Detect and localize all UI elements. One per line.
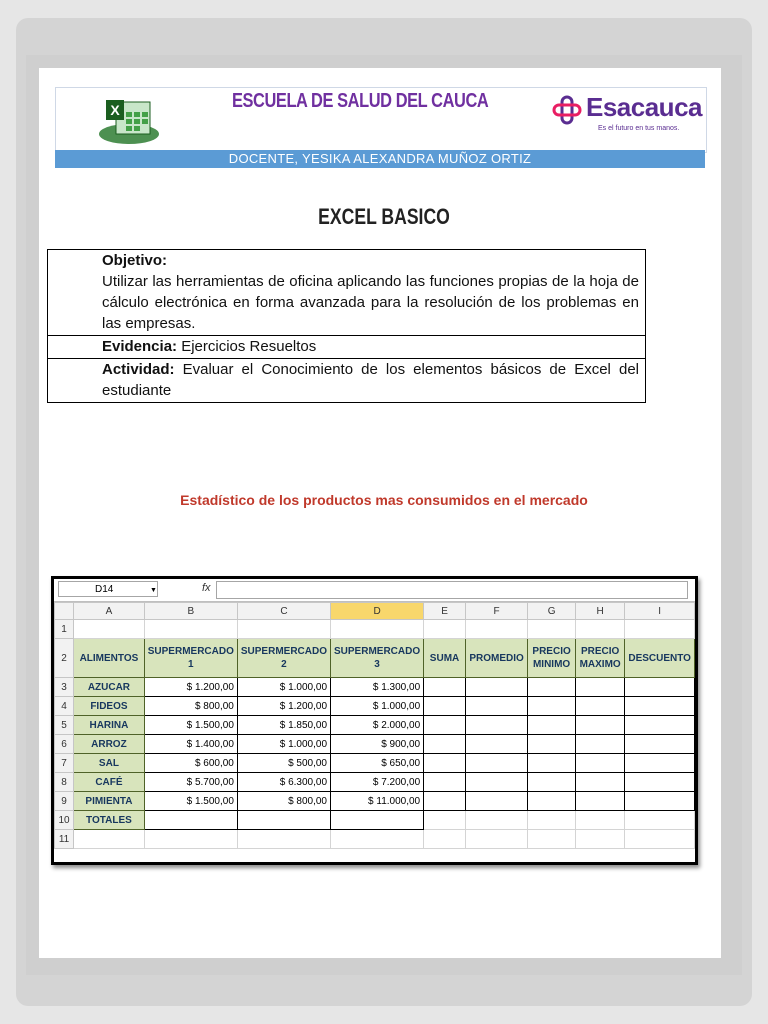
school-name: ESCUELA DE SALUD DEL CAUCA — [232, 90, 489, 112]
column-header-g[interactable]: G — [528, 603, 576, 620]
esacauca-logo-icon — [552, 95, 582, 125]
column-header-i[interactable]: I — [625, 603, 695, 620]
cell[interactable] — [74, 620, 145, 639]
name-box: D14 — [58, 581, 158, 597]
empty-cell[interactable] — [625, 773, 695, 792]
fx-icon: fx — [202, 582, 211, 594]
empty-cell[interactable] — [465, 792, 527, 811]
cell[interactable] — [625, 620, 695, 639]
sheet-row-1 — [55, 620, 695, 639]
empty-cell[interactable] — [625, 716, 695, 735]
cell[interactable] — [575, 811, 624, 830]
price-cell[interactable]: $ 1.850,00 — [237, 716, 330, 735]
empty-cell[interactable] — [465, 735, 527, 754]
evidence-text: Ejercicios Resueltos — [177, 338, 317, 355]
empty-cell[interactable] — [575, 678, 624, 697]
price-cell[interactable]: $ 5.700,00 — [144, 773, 237, 792]
header-cell[interactable]: PRECIO MINIMO — [528, 639, 576, 678]
evidence-row — [48, 336, 645, 359]
food-cell[interactable]: ARROZ — [74, 735, 145, 754]
sheet-row-7 — [55, 754, 695, 773]
price-cell[interactable]: $ 7.200,00 — [331, 773, 424, 792]
sheet-row-8 — [55, 773, 695, 792]
row-header[interactable]: 4 — [55, 697, 74, 716]
cell[interactable] — [424, 830, 466, 849]
empty-cell[interactable] — [575, 773, 624, 792]
sheet-row-11 — [55, 830, 695, 849]
column-header-h[interactable]: H — [575, 603, 624, 620]
price-cell[interactable]: $ 1.000,00 — [237, 735, 330, 754]
row-header[interactable]: 1 — [55, 620, 74, 639]
empty-cell[interactable] — [424, 735, 466, 754]
cell[interactable] — [625, 811, 695, 830]
document-title: EXCEL BASICO — [318, 204, 450, 229]
column-header-a[interactable]: A — [74, 603, 145, 620]
price-cell[interactable]: $ 1.000,00 — [331, 697, 424, 716]
cell[interactable] — [74, 830, 145, 849]
spreadsheet-screenshot — [51, 576, 698, 865]
dropdown-arrow-icon: ▼ — [150, 587, 157, 594]
row-header[interactable]: 2 — [55, 639, 74, 678]
empty-cell[interactable] — [331, 811, 424, 830]
objective-row — [48, 250, 645, 336]
cell[interactable] — [528, 811, 576, 830]
header-cell[interactable]: SUPERMERCADO 1 — [144, 639, 237, 678]
food-cell[interactable]: AZUCAR — [74, 678, 145, 697]
esacauca-tagline: Es el futuro en tus manos. — [598, 125, 680, 132]
empty-cell[interactable] — [575, 716, 624, 735]
cell[interactable] — [575, 620, 624, 639]
objective-table — [47, 249, 646, 403]
empty-cell[interactable] — [528, 773, 576, 792]
price-cell[interactable]: $ 500,00 — [237, 754, 330, 773]
sheet-row-6 — [55, 735, 695, 754]
food-cell[interactable]: HARINA — [74, 716, 145, 735]
empty-cell[interactable] — [465, 716, 527, 735]
empty-cell[interactable] — [625, 697, 695, 716]
cell[interactable] — [625, 830, 695, 849]
empty-cell[interactable] — [528, 697, 576, 716]
empty-cell[interactable] — [424, 678, 466, 697]
cell[interactable] — [465, 830, 527, 849]
excel-logo-icon — [96, 98, 162, 148]
cell[interactable] — [331, 620, 424, 639]
empty-cell[interactable] — [424, 754, 466, 773]
sheet-row-4 — [55, 697, 695, 716]
row-header[interactable]: 5 — [55, 716, 74, 735]
column-header-f[interactable]: F — [465, 603, 527, 620]
empty-cell[interactable] — [528, 678, 576, 697]
row-header[interactable]: 11 — [55, 830, 74, 849]
empty-cell[interactable] — [625, 678, 695, 697]
objective-label: Objetivo: — [102, 252, 168, 269]
price-cell[interactable]: $ 800,00 — [237, 792, 330, 811]
cell[interactable] — [237, 830, 330, 849]
cell[interactable] — [575, 830, 624, 849]
price-cell[interactable]: $ 1.000,00 — [237, 678, 330, 697]
cell[interactable] — [465, 620, 527, 639]
row-header[interactable]: 8 — [55, 773, 74, 792]
cell[interactable] — [528, 620, 576, 639]
price-cell[interactable]: $ 800,00 — [144, 697, 237, 716]
row-header[interactable]: 10 — [55, 811, 74, 830]
food-cell[interactable]: FIDEOS — [74, 697, 145, 716]
empty-cell[interactable] — [424, 773, 466, 792]
price-cell[interactable]: $ 1.200,00 — [237, 697, 330, 716]
activity-row — [48, 359, 645, 402]
select-all-corner[interactable] — [55, 603, 74, 620]
header-cell[interactable]: PROMEDIO — [465, 639, 527, 678]
cell[interactable] — [237, 620, 330, 639]
empty-cell[interactable] — [424, 697, 466, 716]
row-header[interactable]: 3 — [55, 678, 74, 697]
sheet-row-2 — [55, 639, 695, 678]
section-caption: Estadístico de los productos mas consumidos en el mercado — [180, 492, 588, 508]
formula-bar — [54, 579, 695, 602]
empty-cell[interactable] — [575, 697, 624, 716]
empty-cell[interactable] — [465, 678, 527, 697]
column-header-b[interactable]: B — [144, 603, 237, 620]
price-cell[interactable]: $ 1.400,00 — [144, 735, 237, 754]
header-cell[interactable]: SUPERMERCADO 3 — [331, 639, 424, 678]
row-header[interactable]: 7 — [55, 754, 74, 773]
price-cell[interactable]: $ 600,00 — [144, 754, 237, 773]
sheet-grid — [54, 602, 695, 849]
price-cell[interactable]: $ 1.300,00 — [331, 678, 424, 697]
empty-cell[interactable] — [528, 716, 576, 735]
column-header-row — [55, 603, 695, 620]
price-cell[interactable]: $ 1.200,00 — [144, 678, 237, 697]
cell[interactable] — [424, 811, 466, 830]
sheet-row-9 — [55, 792, 695, 811]
header-cell[interactable]: SUPERMERCADO 2 — [237, 639, 330, 678]
empty-cell[interactable] — [528, 735, 576, 754]
empty-cell[interactable] — [575, 792, 624, 811]
empty-cell[interactable] — [528, 754, 576, 773]
svg-text:X: X — [110, 102, 120, 118]
price-cell[interactable]: $ 2.000,00 — [331, 716, 424, 735]
cell[interactable] — [144, 830, 237, 849]
empty-cell[interactable] — [237, 811, 330, 830]
price-cell[interactable]: $ 650,00 — [331, 754, 424, 773]
column-header-e[interactable]: E — [424, 603, 466, 620]
esacauca-logo-text: Esacauca — [586, 92, 702, 122]
empty-cell[interactable] — [465, 773, 527, 792]
header-cell[interactable]: PRECIO MAXIMO — [575, 639, 624, 678]
totals-label[interactable]: TOTALES — [74, 811, 145, 830]
formula-input — [216, 581, 688, 599]
empty-cell[interactable] — [144, 811, 237, 830]
empty-cell[interactable] — [625, 754, 695, 773]
header-cell[interactable]: DESCUENTO — [625, 639, 695, 678]
activity-label: Actividad: — [102, 361, 175, 378]
price-cell[interactable]: $ 11.000,00 — [331, 792, 424, 811]
empty-cell[interactable] — [528, 792, 576, 811]
price-cell[interactable]: $ 1.500,00 — [144, 716, 237, 735]
cell[interactable] — [424, 620, 466, 639]
objective-text: Utilizar las herramientas de oficina aplicando las funciones propias de la hoja de cálculo electrónica en forma avanzada para la resolución de los problemas en las empresas. — [102, 273, 639, 332]
sheet-row-10 — [55, 811, 695, 830]
food-cell[interactable]: SAL — [74, 754, 145, 773]
column-header-d[interactable]: D — [331, 603, 424, 620]
empty-cell[interactable] — [625, 792, 695, 811]
food-cell[interactable]: CAFÉ — [74, 773, 145, 792]
cell[interactable] — [465, 811, 527, 830]
activity-text: Evaluar el Conocimiento de los elementos básicos de Excel del estudiante — [102, 361, 639, 399]
food-cell[interactable]: PIMIENTA — [74, 792, 145, 811]
price-cell[interactable]: $ 1.500,00 — [144, 792, 237, 811]
row-header[interactable]: 6 — [55, 735, 74, 754]
cell[interactable] — [331, 830, 424, 849]
empty-cell[interactable] — [465, 697, 527, 716]
price-cell[interactable]: $ 900,00 — [331, 735, 424, 754]
sheet-row-5 — [55, 716, 695, 735]
empty-cell[interactable] — [575, 754, 624, 773]
evidence-label: Evidencia: — [102, 338, 178, 355]
column-header-c[interactable]: C — [237, 603, 330, 620]
row-header[interactable]: 9 — [55, 792, 74, 811]
teacher-bar: DOCENTE, YESIKA ALEXANDRA MUÑOZ ORTIZ — [55, 150, 705, 168]
price-cell[interactable]: $ 6.300,00 — [237, 773, 330, 792]
empty-cell[interactable] — [424, 716, 466, 735]
sheet-row-3 — [55, 678, 695, 697]
header-cell[interactable]: SUMA — [424, 639, 466, 678]
header-cell[interactable]: ALIMENTOS — [74, 639, 145, 678]
empty-cell[interactable] — [424, 792, 466, 811]
cell[interactable] — [144, 620, 237, 639]
cell[interactable] — [528, 830, 576, 849]
empty-cell[interactable] — [575, 735, 624, 754]
empty-cell[interactable] — [465, 754, 527, 773]
empty-cell[interactable] — [625, 735, 695, 754]
